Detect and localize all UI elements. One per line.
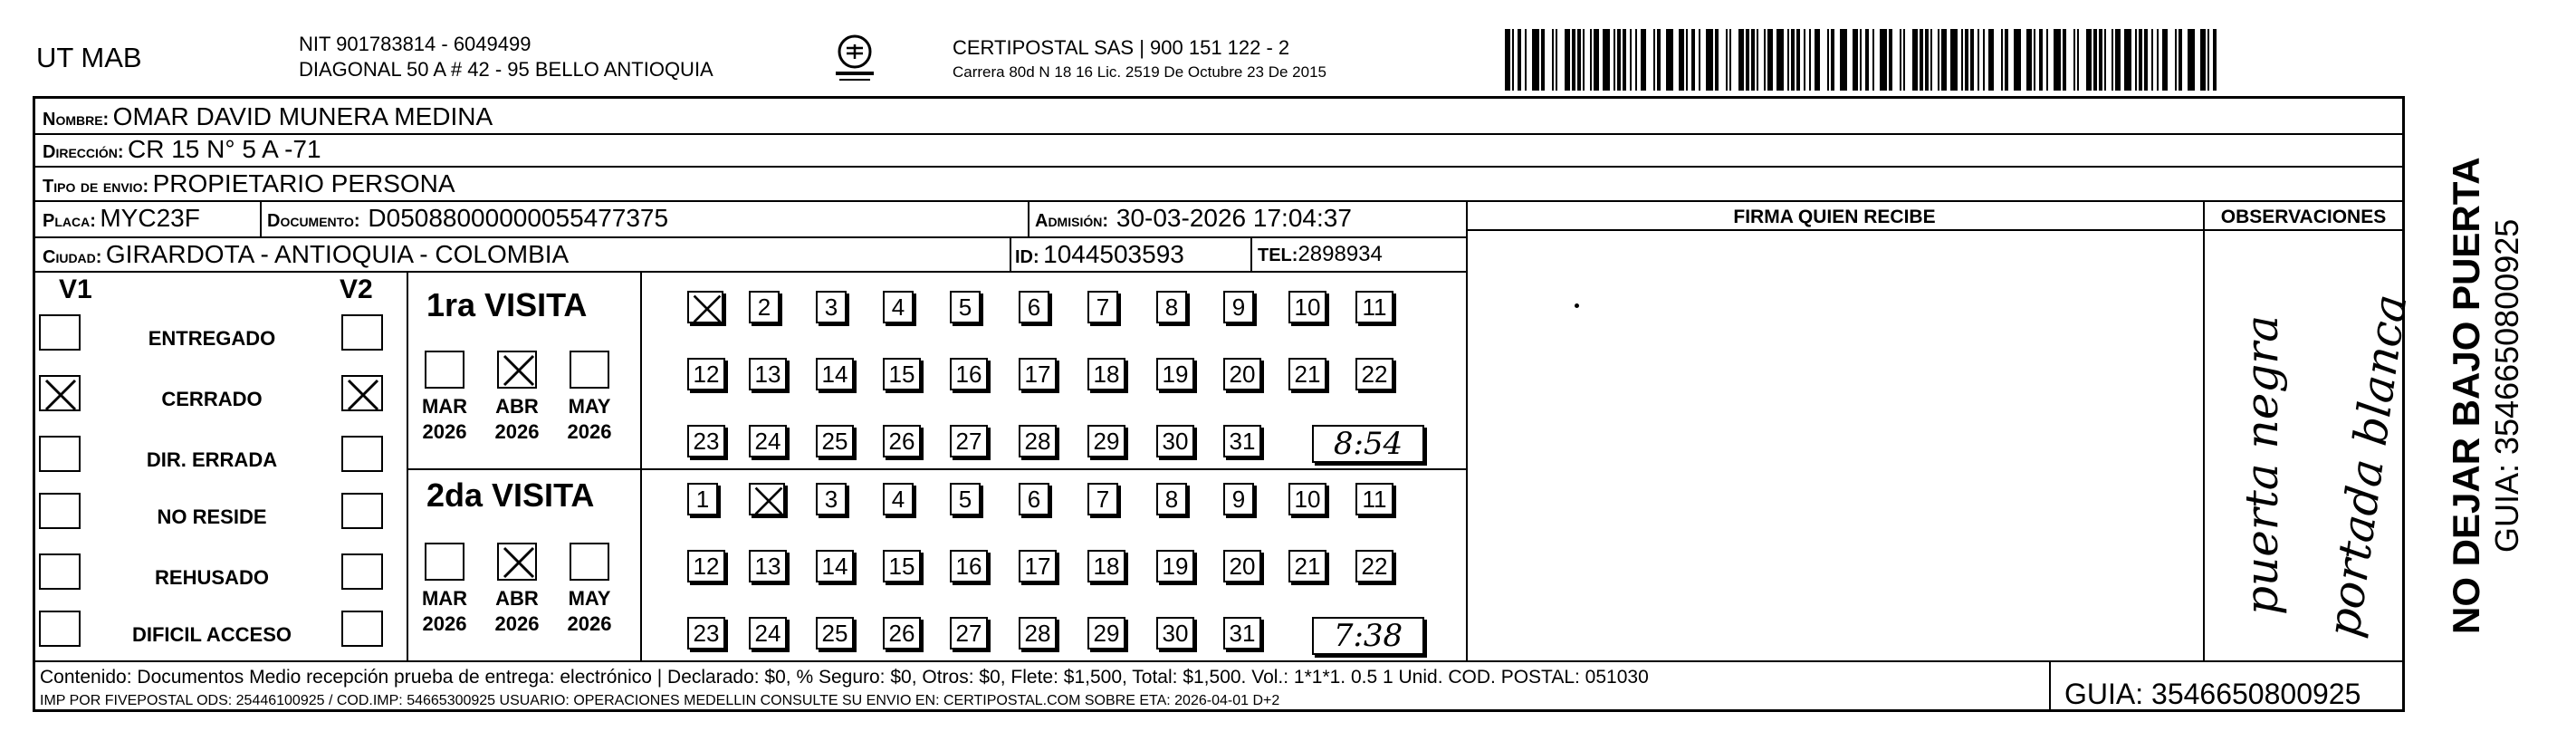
barcode-bar xyxy=(2207,29,2209,91)
barcode-bar xyxy=(1525,29,1527,91)
day-checkbox[interactable]: 31 xyxy=(1223,425,1261,457)
id-cell xyxy=(1015,242,1184,267)
barcode-bar xyxy=(1900,29,1901,91)
visit1-title: 1ra VISITA xyxy=(426,286,588,323)
barcode-bar xyxy=(2001,29,2003,91)
barcode-bar xyxy=(1889,29,1892,91)
barcode-bar xyxy=(1715,29,1719,91)
day-checkbox[interactable]: 29 xyxy=(1087,617,1125,650)
month-name: ABR xyxy=(495,587,539,610)
footer-contents: Contenido: Documentos Medio recepción prueba de entrega: electrónico | Declarado: $0, % Seguro: $0, Otros: $0, Flete: $1,500, Total: $1,500. Vol.: 1*1*1. 0.5 1 Unid. COD. POSTAL: 051030 xyxy=(40,667,1649,688)
day-checkbox[interactable]: 2 xyxy=(749,291,780,323)
barcode-bar xyxy=(1977,29,1979,91)
barcode-bar xyxy=(1840,29,1847,91)
day-checkbox[interactable]: 6 xyxy=(1019,291,1049,323)
barcode-bar xyxy=(1950,29,1958,91)
documento-label: Documento: xyxy=(267,211,360,231)
barcode-bar xyxy=(1738,29,1744,91)
barcode-bar xyxy=(2162,29,2168,91)
day-checkbox[interactable]: 8 xyxy=(1156,291,1187,323)
barcode-bar xyxy=(1532,29,1539,91)
barcode-bar xyxy=(1860,29,1862,91)
status-label: NO RESIDE xyxy=(157,505,267,528)
admision-value: 30-03-2026 17:04:37 xyxy=(1116,204,1352,232)
barcode-bar xyxy=(2093,29,2097,91)
barcode-bar xyxy=(1764,29,1766,91)
day-checkbox[interactable]: 22 xyxy=(1355,550,1393,582)
barcode xyxy=(1505,29,2225,91)
barcode-bar xyxy=(2157,29,2159,91)
barcode-bar xyxy=(1617,29,1621,91)
visit-time-box[interactable]: 8:54 xyxy=(1312,425,1424,463)
direccion-label: Dirección: xyxy=(43,142,124,162)
month-year: 2026 xyxy=(494,419,540,443)
barcode-bar xyxy=(1804,29,1805,91)
side-guia: GUIA: 3546650800925 xyxy=(2488,218,2525,553)
barcode-bar xyxy=(1556,29,1557,91)
day-checkbox[interactable]: 14 xyxy=(816,358,854,390)
barcode-bar xyxy=(1657,29,1661,91)
direccion-value: CR 15 N° 5 A -71 xyxy=(128,135,321,163)
barcode-bar xyxy=(2124,29,2131,91)
barcode-bar xyxy=(1941,29,1947,91)
day-checkbox[interactable]: 24 xyxy=(749,617,787,650)
barcode-bar xyxy=(1541,29,1545,91)
barcode-bar xyxy=(1865,29,1869,91)
status-label: CERRADO xyxy=(161,388,263,410)
barcode-bar xyxy=(1590,29,1592,91)
company-address: DIAGONAL 50 A # 42 - 95 BELLO ANTIOQUIA xyxy=(299,58,713,81)
day-checkbox[interactable]: 25 xyxy=(816,425,854,457)
barcode-bar xyxy=(1815,29,1820,91)
barcode-bar xyxy=(2063,29,2066,91)
month-name: MAR xyxy=(421,395,468,418)
day-checkbox[interactable]: 29 xyxy=(1087,425,1125,457)
day-checkbox[interactable]: 3 xyxy=(816,483,847,515)
day-checkbox[interactable]: 27 xyxy=(950,425,988,457)
day-checkbox[interactable]: 13 xyxy=(749,550,787,582)
barcode-bar xyxy=(1729,29,1731,91)
barcode-bar xyxy=(2039,29,2043,91)
status-label: DIFICIL ACCESO xyxy=(131,623,292,646)
barcode-bar xyxy=(2200,29,2206,91)
status-v1-checkbox[interactable] xyxy=(39,314,81,351)
month-checkbox[interactable] xyxy=(425,543,464,581)
barcode-bar xyxy=(1666,29,1673,91)
day-checkbox[interactable]: 15 xyxy=(883,358,921,390)
nombre-row xyxy=(43,104,493,130)
barcode-bar xyxy=(1988,29,1994,91)
signature-mark xyxy=(1575,303,1579,308)
barcode-bar xyxy=(1623,29,1626,91)
day-checkbox[interactable]: 16 xyxy=(950,550,988,582)
barcode-bar xyxy=(1653,29,1655,91)
day-checkbox[interactable]: 30 xyxy=(1156,617,1194,650)
tel-cell xyxy=(1258,244,1383,265)
tipo-value: PROPIETARIO PERSONA xyxy=(152,169,455,197)
day-checkbox[interactable]: 20 xyxy=(1223,358,1261,390)
direccion-row xyxy=(43,137,321,162)
day-checkbox[interactable]: 7 xyxy=(1087,483,1118,515)
day-checkbox[interactable]: 24 xyxy=(749,425,787,457)
barcode-bar xyxy=(1686,29,1688,91)
month-year: 2026 xyxy=(567,611,612,635)
month-checkbox[interactable] xyxy=(570,543,609,581)
ciudad-cell xyxy=(43,242,569,267)
day-checkbox[interactable]: 28 xyxy=(1019,425,1057,457)
barcode-bar xyxy=(1641,29,1646,91)
visit2-title: 2da VISITA xyxy=(426,476,595,514)
month-label xyxy=(417,586,472,636)
barcode-bar xyxy=(1912,29,1918,91)
day-checkbox[interactable]: 31 xyxy=(1223,617,1261,650)
month-name: MAR xyxy=(421,587,468,610)
status-v2-checkbox[interactable] xyxy=(341,493,383,529)
barcode-bar xyxy=(2139,29,2142,91)
barcode-bar xyxy=(2188,29,2195,91)
tel-label: TEL: xyxy=(1258,245,1298,265)
day-checkbox[interactable]: 5 xyxy=(950,291,981,323)
day-checkbox[interactable]: 23 xyxy=(687,425,725,457)
month-checkbox[interactable] xyxy=(425,351,464,389)
barcode-bar xyxy=(2034,29,2035,91)
v1-label: V1 xyxy=(59,274,92,304)
id-label: ID: xyxy=(1015,247,1039,267)
status-v2-checkbox[interactable] xyxy=(341,553,383,590)
month-label xyxy=(562,586,617,636)
barcode-bar xyxy=(1577,29,1581,91)
barcode-bar xyxy=(2112,29,2113,91)
month-name: ABR xyxy=(495,395,539,418)
firma-label: FIRMA QUIEN RECIBE xyxy=(1733,207,1936,227)
status-v2-checkbox[interactable] xyxy=(341,611,383,647)
barcode-bar xyxy=(2046,29,2048,91)
barcode-bar xyxy=(1726,29,1728,91)
barcode-bar xyxy=(1787,29,1789,91)
month-label xyxy=(490,394,544,444)
day-checkbox[interactable]: 1 xyxy=(687,483,718,515)
barcode-bar xyxy=(2005,29,2008,91)
barcode-bar xyxy=(2014,29,2021,91)
barcode-bar xyxy=(1746,29,1749,91)
status-label: DIR. ERRADA xyxy=(146,448,278,471)
status-v2-checkbox[interactable] xyxy=(341,436,383,472)
courier-name: CERTIPOSTAL SAS | 900 151 122 - 2 xyxy=(953,36,1290,59)
barcode-bar xyxy=(1757,29,1758,91)
observaciones-note-2: portada blanca xyxy=(2317,291,2418,641)
barcode-bar xyxy=(2077,29,2079,91)
barcode-bar xyxy=(2099,29,2102,91)
ciudad-value: GIRARDOTA - ANTIOQUIA - COLOMBIA xyxy=(105,240,570,268)
day-checkbox[interactable]: 4 xyxy=(883,291,914,323)
documento-value: D05088000000055477375 xyxy=(368,204,669,232)
company-nit: NIT 901783814 - 6049499 xyxy=(299,33,531,55)
barcode-bar xyxy=(1767,29,1773,91)
barcode-bar xyxy=(1853,29,1858,91)
day-checkbox[interactable]: 22 xyxy=(1355,358,1393,390)
day-checkbox[interactable]: 21 xyxy=(1288,358,1326,390)
barcode-bar xyxy=(2179,29,2182,91)
barcode-bar xyxy=(1791,29,1795,91)
day-checkbox[interactable]: 30 xyxy=(1156,425,1194,457)
day-checkbox[interactable]: 26 xyxy=(883,617,921,650)
barcode-bar xyxy=(2175,29,2177,91)
month-name: MAY xyxy=(568,587,611,610)
status-v1-checkbox[interactable] xyxy=(39,553,81,590)
barcode-bar xyxy=(1505,29,1510,91)
barcode-bar xyxy=(1594,29,1599,91)
day-checkbox[interactable]: 8 xyxy=(1156,483,1187,515)
ciudad-label: Ciudad: xyxy=(43,247,102,267)
day-checkbox[interactable] xyxy=(749,483,785,515)
barcode-bar xyxy=(1831,29,1834,91)
month-year: 2026 xyxy=(422,419,467,443)
barcode-bar xyxy=(2144,29,2148,91)
barcode-bar xyxy=(1872,29,1874,91)
barcode-bar xyxy=(1903,29,1905,91)
day-checkbox[interactable]: 23 xyxy=(687,617,725,650)
day-checkbox[interactable]: 9 xyxy=(1223,483,1254,515)
month-checkbox[interactable] xyxy=(497,543,537,581)
barcode-bar xyxy=(1796,29,1800,91)
day-checkbox[interactable]: 20 xyxy=(1223,550,1261,582)
barcode-bar xyxy=(1880,29,1887,91)
footer-print-info: IMP POR FIVEPOSTAL ODS: 25446100925 / COD.IMP: 54665300925 USUARIO: OPERACIONES MEDELLIN CONSULTE SU ENVIO EN: CERTIPOSTAL.COM SOBRE ETA: 2026-04-01 D+2 xyxy=(40,693,1280,708)
month-year: 2026 xyxy=(494,611,540,635)
day-checkbox[interactable]: 9 xyxy=(1223,291,1254,323)
tipo-row xyxy=(43,171,455,197)
barcode-bar xyxy=(1930,29,1932,91)
day-checkbox[interactable]: 11 xyxy=(1355,291,1393,323)
barcode-bar xyxy=(1706,29,1713,91)
barcode-bar xyxy=(1965,29,1968,91)
day-checkbox[interactable]: 10 xyxy=(1288,291,1326,323)
barcode-bar xyxy=(2054,29,2061,91)
barcode-bar xyxy=(2213,29,2217,91)
tel-value: 2898934 xyxy=(1298,242,1383,266)
day-checkbox[interactable]: 19 xyxy=(1156,550,1194,582)
barcode-bar xyxy=(1572,29,1575,91)
barcode-bar xyxy=(2026,29,2032,91)
courier-license: Carrera 80d N 18 16 Lic. 2519 De Octubre 23 De 2015 xyxy=(953,63,1326,81)
day-checkbox[interactable]: 14 xyxy=(816,550,854,582)
status-v1-checkbox[interactable] xyxy=(39,436,81,472)
company-name: UT MAB xyxy=(36,42,142,73)
barcode-bar xyxy=(1691,29,1695,91)
v2-label: V2 xyxy=(340,274,373,304)
barcode-bar xyxy=(2104,29,2106,91)
barcode-bar xyxy=(2151,29,2153,91)
barcode-bar xyxy=(1970,29,1974,91)
barcode-bar xyxy=(1614,29,1615,91)
barcode-bar xyxy=(1776,29,1784,91)
month-checkbox[interactable] xyxy=(570,351,609,389)
day-checkbox[interactable]: 17 xyxy=(1019,358,1057,390)
month-checkbox[interactable] xyxy=(497,351,537,389)
day-checkbox[interactable]: 17 xyxy=(1019,550,1057,582)
day-checkbox[interactable]: 26 xyxy=(883,425,921,457)
day-checkbox[interactable]: 25 xyxy=(816,617,854,650)
day-checkbox[interactable]: 19 xyxy=(1156,358,1194,390)
month-label xyxy=(490,586,544,636)
placa-label: Placa: xyxy=(43,211,96,231)
status-v1-checkbox[interactable] xyxy=(39,493,81,529)
status-v1-checkbox[interactable] xyxy=(39,375,81,411)
observaciones-label: OBSERVACIONES xyxy=(2220,207,2387,227)
barcode-bar xyxy=(1635,29,1637,91)
month-year: 2026 xyxy=(422,611,467,635)
status-label: REHUSADO xyxy=(155,566,269,589)
placa-value: MYC23F xyxy=(100,204,200,232)
nombre-value: OMAR DAVID MUNERA MEDINA xyxy=(112,102,493,130)
day-checkbox[interactable]: 18 xyxy=(1087,550,1125,582)
day-checkbox[interactable]: 10 xyxy=(1288,483,1326,515)
barcode-bar xyxy=(1583,29,1585,91)
barcode-bar xyxy=(2086,29,2092,91)
id-value: 1044503593 xyxy=(1043,240,1184,268)
month-label xyxy=(562,394,617,444)
barcode-bar xyxy=(2073,29,2075,91)
barcode-bar xyxy=(1827,29,1829,91)
month-year: 2026 xyxy=(567,419,612,443)
day-checkbox[interactable]: 11 xyxy=(1355,483,1393,515)
status-v2-checkbox[interactable] xyxy=(341,314,383,351)
day-checkbox[interactable]: 13 xyxy=(749,358,787,390)
day-checkbox[interactable]: 18 xyxy=(1087,358,1125,390)
observaciones-note-1: puerta negra xyxy=(2236,314,2288,615)
day-checkbox[interactable] xyxy=(687,291,723,323)
day-checkbox[interactable]: 27 xyxy=(950,617,988,650)
day-checkbox[interactable]: 15 xyxy=(883,550,921,582)
status-v2-checkbox[interactable] xyxy=(341,375,383,411)
barcode-bar xyxy=(1938,29,1939,91)
barcode-bar xyxy=(1603,29,1610,91)
month-label xyxy=(417,394,472,444)
barcode-bar xyxy=(1751,29,1755,91)
status-label: ENTREGADO xyxy=(148,327,276,350)
shipping-form xyxy=(33,96,2418,712)
day-checkbox[interactable]: 12 xyxy=(687,550,725,582)
month-name: MAY xyxy=(568,395,611,418)
nombre-label: Nombre: xyxy=(43,110,110,130)
day-checkbox[interactable]: 28 xyxy=(1019,617,1057,650)
day-checkbox[interactable]: 4 xyxy=(883,483,914,515)
day-checkbox[interactable]: 6 xyxy=(1019,483,1049,515)
tipo-label: Tipo de envio: xyxy=(43,177,149,197)
documento-cell xyxy=(267,206,668,231)
status-v1-checkbox[interactable] xyxy=(39,611,81,647)
barcode-bar xyxy=(2115,29,2121,91)
barcode-bar xyxy=(1920,29,1923,91)
barcode-bar xyxy=(1565,29,1570,91)
barcode-bar xyxy=(1961,29,1963,91)
barcode-bar xyxy=(1512,29,1514,91)
visit-time-box[interactable]: 7:38 xyxy=(1312,617,1424,655)
day-checkbox[interactable]: 12 xyxy=(687,358,725,390)
barcode-bar xyxy=(1630,29,1632,91)
barcode-bar xyxy=(1983,29,1985,91)
barcode-bar xyxy=(1518,29,1521,91)
barcode-bar xyxy=(1699,29,1700,91)
day-checkbox[interactable]: 5 xyxy=(950,483,981,515)
barcode-bar xyxy=(1679,29,1684,91)
placa-cell xyxy=(43,206,200,231)
barcode-bar xyxy=(1925,29,1929,91)
day-checkbox[interactable]: 7 xyxy=(1087,291,1118,323)
guia-number: GUIA: 3546650800925 xyxy=(2064,678,2361,710)
certipostal-logo-icon xyxy=(828,32,881,86)
barcode-bar xyxy=(1809,29,1811,91)
side-warning: NO DEJAR BAJO PUERTA xyxy=(2445,157,2487,634)
day-checkbox[interactable]: 16 xyxy=(950,358,988,390)
barcode-bar xyxy=(1552,29,1554,91)
admision-label: Admisión: xyxy=(1035,211,1108,231)
day-checkbox[interactable]: 21 xyxy=(1288,550,1326,582)
barcode-bar xyxy=(2135,29,2137,91)
day-checkbox[interactable]: 3 xyxy=(816,291,847,323)
admision-cell xyxy=(1035,206,1352,231)
